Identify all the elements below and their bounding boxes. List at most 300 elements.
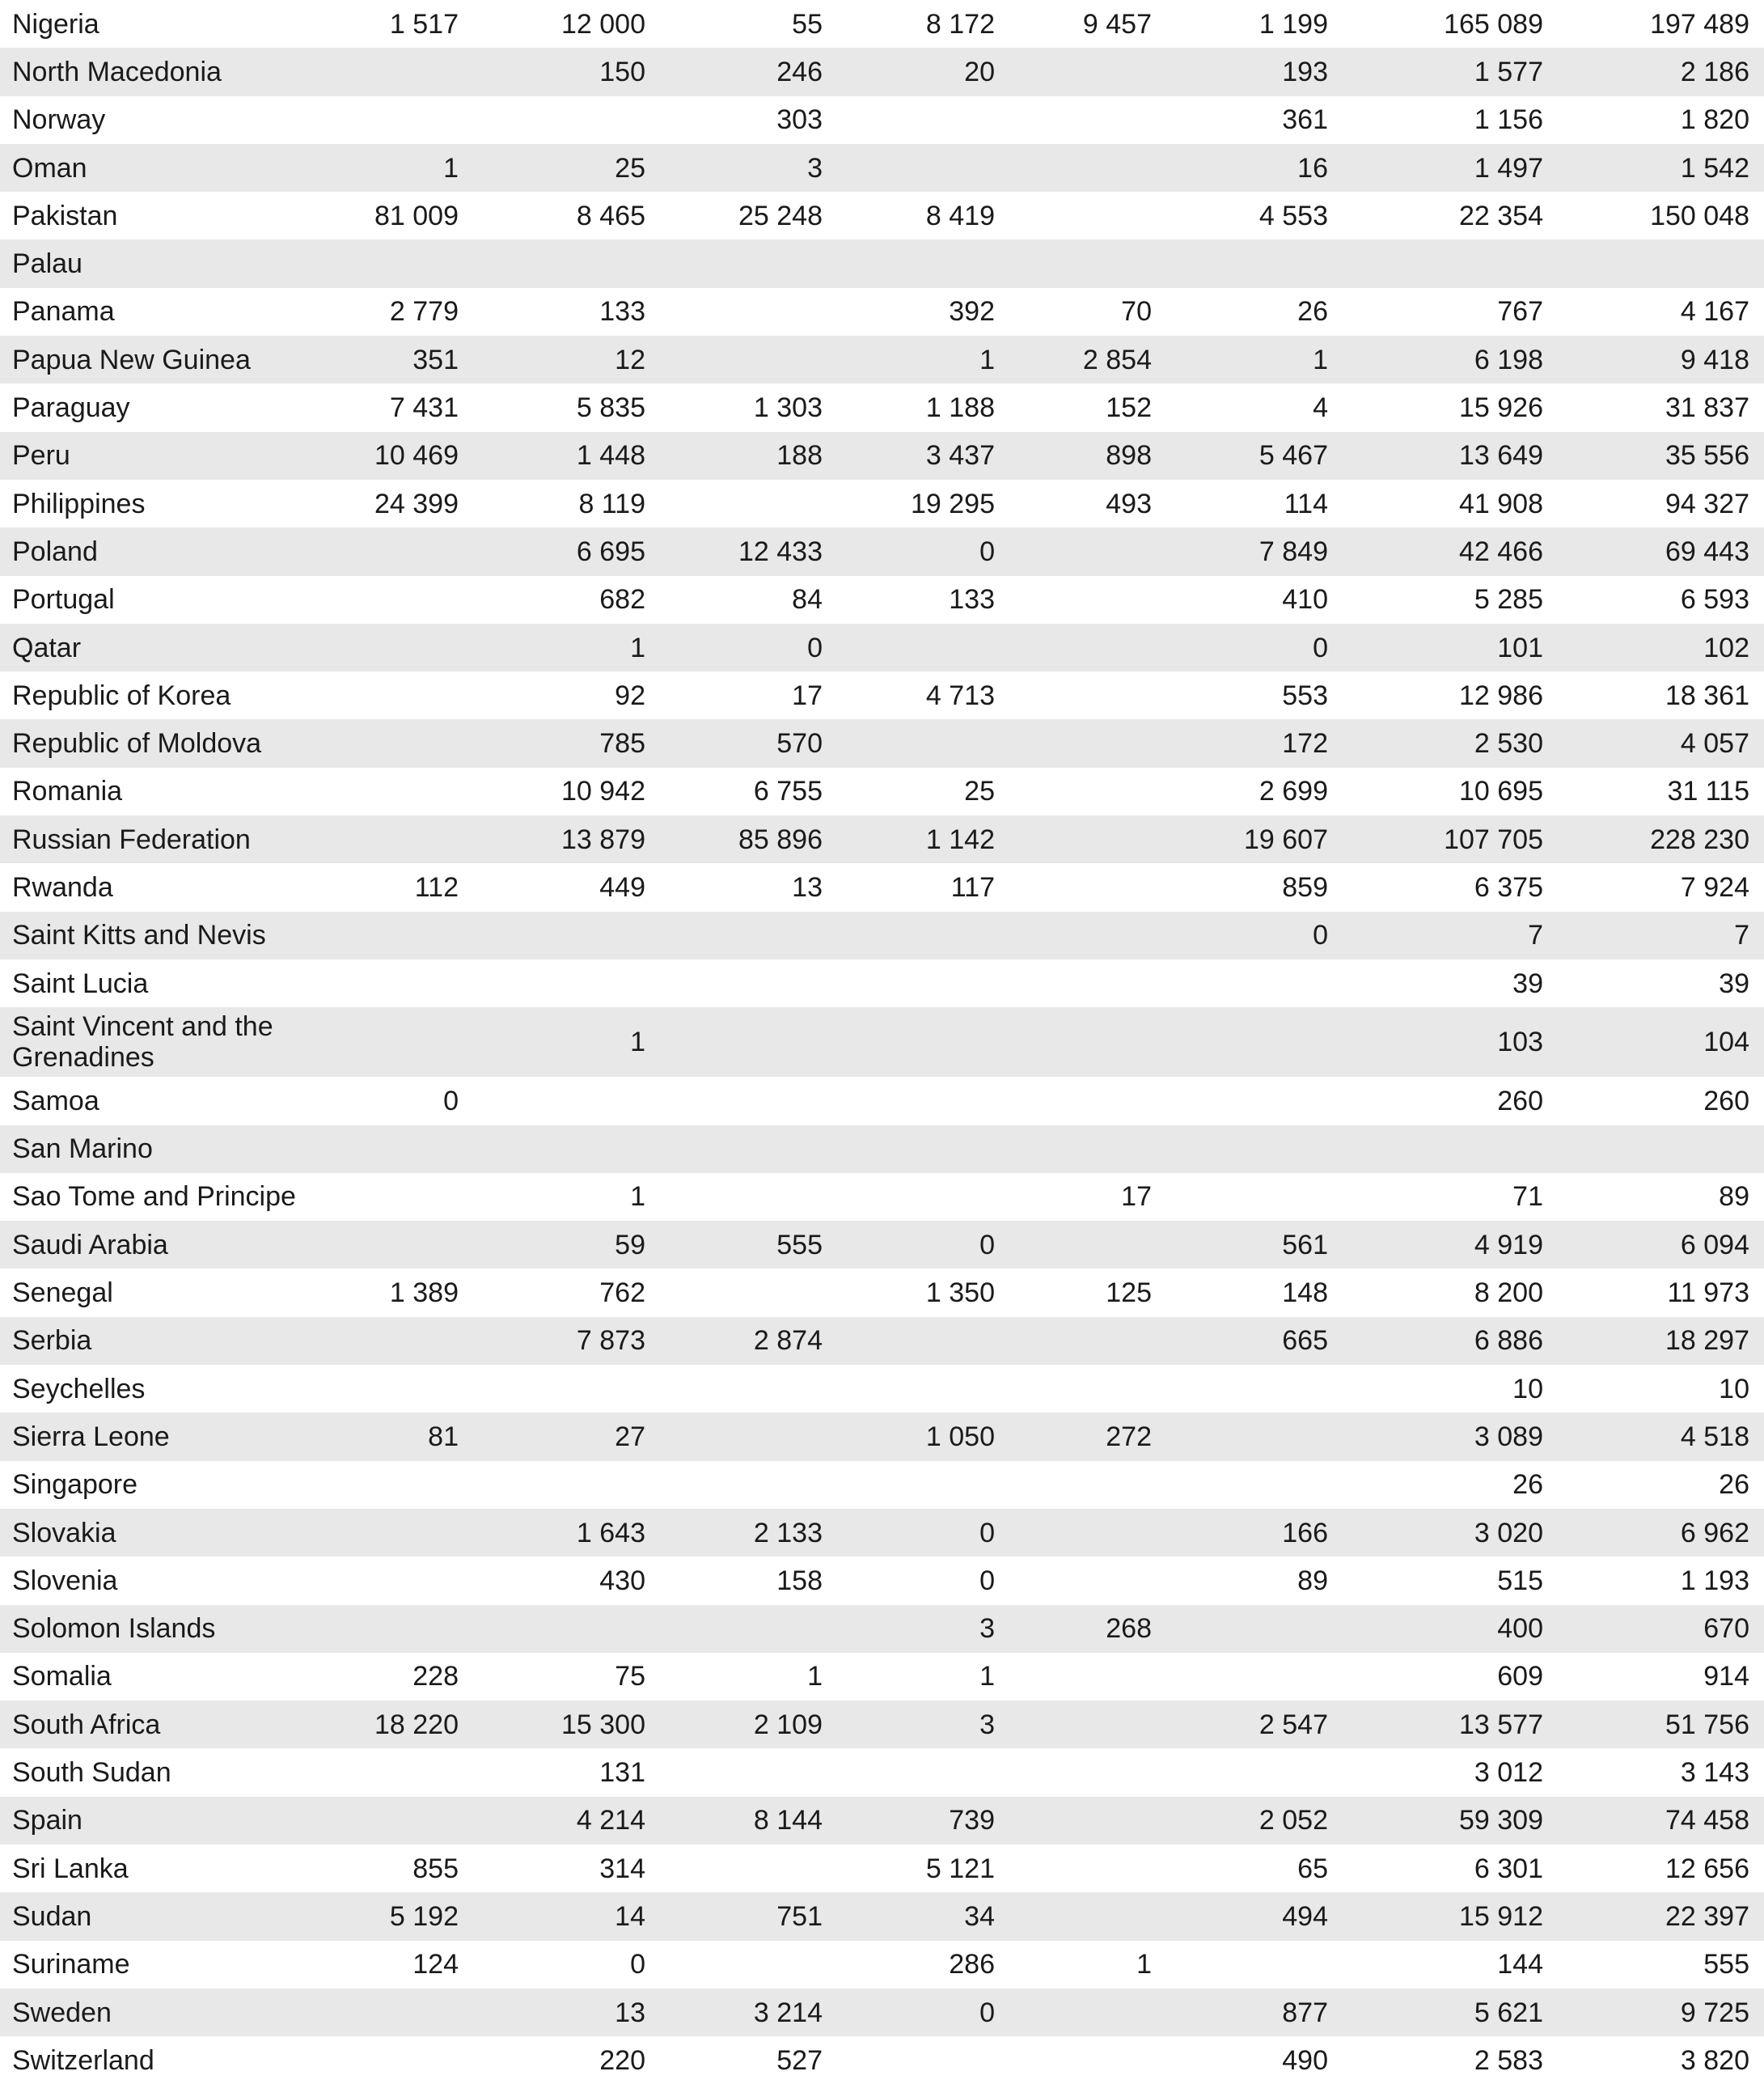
table-cell	[1009, 1892, 1166, 1940]
table-cell	[1009, 432, 1166, 480]
cell-value: 493	[1106, 488, 1152, 519]
table-cell	[1343, 576, 1558, 624]
cell-value: 12 986	[1459, 680, 1543, 711]
table-cell	[1558, 1892, 1764, 1940]
table-cell	[1009, 1509, 1166, 1557]
cell-value: 42 466	[1459, 536, 1543, 567]
country-name: Norway	[0, 96, 328, 144]
table-cell	[1343, 432, 1558, 480]
table-cell	[1558, 1007, 1764, 1077]
cell-value: 15 300	[561, 1709, 645, 1740]
country-name: Nigeria	[0, 0, 328, 48]
table-cell	[1166, 1461, 1343, 1509]
cell-value: 65	[1297, 1853, 1328, 1884]
table-cell	[328, 719, 473, 767]
cell-value: 0	[1313, 920, 1328, 951]
table-cell	[473, 1269, 660, 1316]
cell-value: 0	[443, 1085, 459, 1116]
cell-value: 1 577	[1474, 56, 1543, 87]
table-cell	[1009, 336, 1166, 383]
table-row	[0, 1892, 1764, 1940]
table-cell	[328, 1007, 473, 1077]
table-cell	[328, 863, 473, 911]
table-cell	[1343, 1077, 1558, 1125]
table-cell	[473, 624, 660, 671]
cell-value: 10 469	[374, 440, 459, 472]
table-row	[0, 671, 1764, 719]
cell-value: 1 188	[925, 392, 995, 424]
table-cell	[328, 480, 473, 527]
cell-value: 246	[776, 56, 823, 87]
cell-value: 8 419	[925, 200, 995, 231]
table-cell	[660, 1509, 837, 1557]
cell-value: 150	[599, 56, 645, 87]
country-name: North Macedonia	[0, 48, 328, 95]
table-cell	[1166, 1509, 1343, 1557]
cell-value: 197 489	[1650, 8, 1749, 40]
table-cell	[1166, 1317, 1343, 1365]
table-row	[0, 1413, 1764, 1460]
table-cell	[660, 239, 837, 287]
cell-value: 561	[1282, 1229, 1328, 1260]
cell-value: 3	[979, 1709, 995, 1740]
table-row	[0, 144, 1764, 192]
cell-value: 3	[979, 1613, 995, 1645]
cell-value: 13 577	[1459, 1709, 1543, 1740]
cell-value: 188	[776, 440, 823, 472]
table-cell	[1558, 1557, 1764, 1604]
table-cell	[1558, 383, 1764, 431]
cell-value: 0	[979, 1565, 995, 1596]
table-row	[0, 815, 1764, 863]
country-name: Sri Lanka	[0, 1845, 328, 1892]
table-cell	[1009, 1797, 1166, 1845]
table-cell	[1009, 1365, 1166, 1413]
table-cell	[660, 1365, 837, 1413]
cell-value: 665	[1282, 1325, 1328, 1357]
country-name: Papua New Guinea	[0, 336, 328, 383]
cell-value: 7	[1734, 920, 1749, 951]
country-name: Saint Lucia	[0, 959, 328, 1007]
cell-value: 555	[1703, 1949, 1749, 1980]
cell-value: 7 431	[389, 392, 459, 424]
table-row	[0, 0, 1764, 48]
cell-value: 4 713	[925, 680, 995, 711]
table-cell	[1343, 1007, 1558, 1077]
cell-value: 400	[1497, 1613, 1543, 1645]
country-name: Suriname	[0, 1941, 328, 1989]
table-cell	[328, 1989, 473, 2036]
cell-value: 303	[776, 104, 823, 136]
table-cell	[1558, 1317, 1764, 1365]
cell-value: 10 695	[1459, 776, 1543, 807]
table-cell	[1558, 912, 1764, 959]
cell-value: 0	[979, 1229, 995, 1260]
table-row	[0, 1748, 1764, 1796]
cell-value: 1 350	[925, 1277, 995, 1309]
table-cell	[1009, 1461, 1166, 1509]
table-cell	[1166, 1748, 1343, 1796]
cell-value: 3 089	[1474, 1421, 1543, 1452]
table-cell	[1558, 48, 1764, 95]
table-row	[0, 96, 1764, 144]
table-cell	[1343, 1461, 1558, 1509]
table-cell	[660, 1317, 837, 1365]
cell-value: 55	[792, 8, 823, 40]
table-cell	[1343, 288, 1558, 336]
table-cell	[660, 1797, 837, 1845]
table-cell	[328, 959, 473, 1007]
cell-value: 89	[1719, 1181, 1749, 1213]
cell-value: 7 849	[1258, 536, 1328, 567]
table-cell	[1343, 768, 1558, 815]
table-cell	[473, 48, 660, 95]
cell-value: 555	[776, 1229, 823, 1260]
table-cell	[1009, 527, 1166, 575]
table-cell	[473, 192, 660, 239]
cell-value: 12 000	[561, 8, 645, 40]
cell-value: 1 199	[1258, 8, 1328, 40]
table-cell	[1166, 1557, 1343, 1604]
country-name: Somalia	[0, 1653, 328, 1701]
cell-value: 260	[1703, 1085, 1749, 1116]
cell-value: 268	[1106, 1613, 1152, 1645]
cell-value: 859	[1282, 871, 1328, 903]
country-name: Saint Vincent and the Grenadines	[0, 1007, 328, 1077]
table-cell	[1009, 1007, 1166, 1077]
table-row	[0, 432, 1764, 480]
table-cell	[328, 671, 473, 719]
table-cell	[1166, 383, 1343, 431]
cell-value: 361	[1282, 104, 1328, 136]
cell-value: 10 942	[561, 776, 645, 807]
table-cell	[1166, 48, 1343, 95]
table-cell	[1166, 1173, 1343, 1221]
cell-value: 527	[776, 2044, 823, 2076]
cell-value: 114	[1284, 488, 1328, 519]
cell-value: 1	[1136, 1949, 1152, 1980]
cell-value: 22 354	[1459, 200, 1543, 231]
table-cell	[1343, 1221, 1558, 1269]
cell-value: 75	[615, 1661, 645, 1692]
table-cell	[1343, 719, 1558, 767]
table-cell	[1558, 863, 1764, 911]
cell-value: 15 912	[1459, 1900, 1543, 1932]
table-cell	[837, 863, 1009, 911]
table-cell	[660, 719, 837, 767]
table-row	[0, 1269, 1764, 1316]
table-cell	[1343, 815, 1558, 863]
cell-value: 449	[599, 871, 645, 903]
table-cell	[328, 2036, 473, 2084]
table-cell	[1558, 768, 1764, 815]
table-cell	[1343, 48, 1558, 95]
cell-value: 4 919	[1474, 1229, 1543, 1260]
table-cell	[837, 1845, 1009, 1892]
table-cell	[473, 0, 660, 48]
table-cell	[1558, 239, 1764, 287]
table-cell	[660, 1077, 837, 1125]
table-cell	[660, 2036, 837, 2084]
table-cell	[1343, 1269, 1558, 1316]
table-cell	[473, 671, 660, 719]
cell-value: 133	[949, 584, 995, 616]
table-cell	[1558, 144, 1764, 192]
table-cell	[837, 1797, 1009, 1845]
table-cell	[473, 1892, 660, 1940]
table-row	[0, 959, 1764, 1007]
table-cell	[1166, 576, 1343, 624]
table-row	[0, 480, 1764, 527]
table-cell	[837, 624, 1009, 671]
table-row	[0, 383, 1764, 431]
table-cell	[837, 719, 1009, 767]
table-cell	[473, 1461, 660, 1509]
table-cell	[1166, 96, 1343, 144]
table-cell	[328, 336, 473, 383]
table-cell	[1166, 1221, 1343, 1269]
country-name: Slovenia	[0, 1557, 328, 1604]
cell-value: 124	[412, 1949, 459, 1980]
table-cell	[1166, 1605, 1343, 1653]
table-cell	[1343, 527, 1558, 575]
table-cell	[1558, 288, 1764, 336]
table-cell	[1558, 959, 1764, 1007]
table-cell	[328, 815, 473, 863]
table-cell	[1009, 959, 1166, 1007]
table-cell	[473, 1748, 660, 1796]
cell-value: 92	[615, 680, 645, 711]
cell-value: 515	[1497, 1565, 1543, 1596]
cell-value: 18 220	[374, 1709, 459, 1740]
table-cell	[473, 1797, 660, 1845]
cell-value: 0	[979, 1517, 995, 1548]
table-cell	[328, 1557, 473, 1604]
cell-value: 26	[1512, 1469, 1543, 1501]
table-cell	[1558, 192, 1764, 239]
cell-value: 6 695	[576, 536, 645, 567]
cell-value: 18 361	[1665, 680, 1749, 711]
cell-value: 1 050	[925, 1421, 995, 1452]
cell-value: 682	[599, 584, 645, 616]
table-cell	[1166, 863, 1343, 911]
table-cell	[1343, 1317, 1558, 1365]
table-cell	[1343, 0, 1558, 48]
table-row	[0, 2036, 1764, 2084]
cell-value: 785	[599, 728, 645, 760]
table-cell	[328, 1269, 473, 1316]
table-cell	[1558, 671, 1764, 719]
table-row	[0, 1317, 1764, 1365]
table-cell	[1166, 1989, 1343, 2036]
table-row	[0, 1461, 1764, 1509]
table-cell	[473, 1509, 660, 1557]
table-cell	[1166, 1701, 1343, 1748]
table-cell	[473, 719, 660, 767]
cell-value: 3 020	[1474, 1517, 1543, 1548]
cell-value: 430	[599, 1565, 645, 1596]
table-cell	[837, 0, 1009, 48]
cell-value: 101	[1497, 632, 1543, 663]
table-cell	[660, 1221, 837, 1269]
cell-value: 6 198	[1474, 344, 1543, 375]
table-cell	[837, 1701, 1009, 1748]
table-cell	[1166, 192, 1343, 239]
country-name: Sweden	[0, 1989, 328, 2036]
cell-value: 1 497	[1474, 152, 1543, 184]
table-row	[0, 1173, 1764, 1221]
cell-value: 22 397	[1665, 1900, 1749, 1932]
country-name: Seychelles	[0, 1365, 328, 1413]
cell-value: 89	[1297, 1565, 1328, 1596]
table-cell	[1166, 480, 1343, 527]
table-cell	[328, 527, 473, 575]
table-cell	[837, 1989, 1009, 2036]
table-cell	[1166, 527, 1343, 575]
table-cell	[1343, 144, 1558, 192]
cell-value: 20	[964, 56, 995, 87]
table-cell	[837, 959, 1009, 1007]
cell-value: 1 303	[753, 392, 823, 424]
cell-value: 494	[1282, 1900, 1328, 1932]
cell-value: 158	[776, 1565, 823, 1596]
cell-value: 19 607	[1244, 824, 1328, 855]
cell-value: 1	[630, 1027, 645, 1058]
cell-value: 1 156	[1474, 104, 1543, 136]
table-cell	[473, 1989, 660, 2036]
cell-value: 0	[630, 1949, 645, 1980]
table-row	[0, 1845, 1764, 1892]
cell-value: 898	[1106, 440, 1152, 472]
cell-value: 5 121	[925, 1853, 995, 1884]
table-cell	[328, 192, 473, 239]
cell-value: 39	[1512, 968, 1543, 999]
table-cell	[1558, 1748, 1764, 1796]
cell-value: 1 542	[1680, 152, 1749, 184]
cell-value: 2 530	[1474, 728, 1543, 760]
table-cell	[837, 1605, 1009, 1653]
table-cell	[1009, 96, 1166, 144]
table-cell	[837, 1413, 1009, 1460]
table-cell	[660, 624, 837, 671]
table-cell	[1166, 671, 1343, 719]
table-cell	[660, 912, 837, 959]
table-cell	[837, 192, 1009, 239]
cell-value: 117	[950, 871, 995, 903]
table-cell	[328, 1509, 473, 1557]
table-cell	[1343, 1173, 1558, 1221]
table-row	[0, 1509, 1764, 1557]
country-name: Spain	[0, 1797, 328, 1845]
table-cell	[660, 1007, 837, 1077]
cell-value: 4 057	[1680, 728, 1749, 760]
cell-value: 9 457	[1082, 8, 1152, 40]
table-cell	[1558, 1605, 1764, 1653]
table-cell	[1558, 432, 1764, 480]
cell-value: 751	[776, 1900, 823, 1932]
table-cell	[1166, 144, 1343, 192]
table-cell	[1009, 1269, 1166, 1316]
table-row	[0, 1701, 1764, 1748]
table-cell	[837, 288, 1009, 336]
cell-value: 3 820	[1680, 2044, 1749, 2076]
table-cell	[328, 912, 473, 959]
cell-value: 2 583	[1474, 2044, 1543, 2076]
table-row	[0, 1365, 1764, 1413]
table-cell	[1166, 432, 1343, 480]
cell-value: 5 835	[576, 392, 645, 424]
table-cell	[328, 1797, 473, 1845]
table-cell	[328, 1413, 473, 1460]
table-cell	[660, 192, 837, 239]
table-cell	[1166, 0, 1343, 48]
table-cell	[1009, 719, 1166, 767]
cell-value: 8 465	[576, 200, 645, 231]
table-cell	[1009, 288, 1166, 336]
cell-value: 1 142	[925, 824, 995, 855]
cell-value: 8 200	[1474, 1277, 1543, 1309]
table-cell	[1166, 1269, 1343, 1316]
table-row	[0, 1797, 1764, 1845]
table-cell	[473, 768, 660, 815]
cell-value: 131	[599, 1757, 645, 1789]
table-cell	[328, 1461, 473, 1509]
table-cell	[660, 671, 837, 719]
table-cell	[837, 48, 1009, 95]
table-cell	[1009, 1125, 1166, 1173]
cell-value: 8 144	[753, 1805, 823, 1836]
cell-value: 286	[949, 1949, 995, 1980]
country-name: Oman	[0, 144, 328, 192]
cell-value: 670	[1703, 1613, 1749, 1645]
cell-value: 12	[615, 344, 645, 375]
table-cell	[1009, 1077, 1166, 1125]
table-cell	[837, 1748, 1009, 1796]
table-cell	[1166, 815, 1343, 863]
cell-value: 2 186	[1680, 56, 1749, 87]
table-cell	[1009, 1557, 1166, 1604]
table-cell	[1343, 96, 1558, 144]
table-cell	[473, 432, 660, 480]
table-cell	[1166, 624, 1343, 671]
country-name: Poland	[0, 527, 328, 575]
table-cell	[837, 1365, 1009, 1413]
table-cell	[1009, 1941, 1166, 1989]
cell-value: 17	[1121, 1181, 1152, 1213]
cell-value: 85 896	[738, 824, 823, 855]
cell-value: 6 886	[1474, 1325, 1543, 1357]
cell-value: 5 621	[1474, 1997, 1543, 2028]
cell-value: 12 656	[1665, 1853, 1749, 1884]
cell-value: 104	[1703, 1027, 1749, 1058]
table-cell	[837, 96, 1009, 144]
table-cell	[1343, 1413, 1558, 1460]
table-cell	[473, 1125, 660, 1173]
table-row	[0, 1077, 1764, 1125]
cell-value: 6 375	[1474, 871, 1543, 903]
table-cell	[1009, 1317, 1166, 1365]
cell-value: 272	[1106, 1421, 1152, 1452]
table-cell	[660, 0, 837, 48]
cell-value: 6 301	[1474, 1853, 1543, 1884]
table-cell	[660, 1605, 837, 1653]
table-cell	[660, 1269, 837, 1316]
table-cell	[328, 1845, 473, 1892]
table-cell	[1009, 1748, 1166, 1796]
cell-value: 13 649	[1459, 440, 1543, 472]
table-cell	[473, 288, 660, 336]
table-cell	[1343, 1557, 1558, 1604]
